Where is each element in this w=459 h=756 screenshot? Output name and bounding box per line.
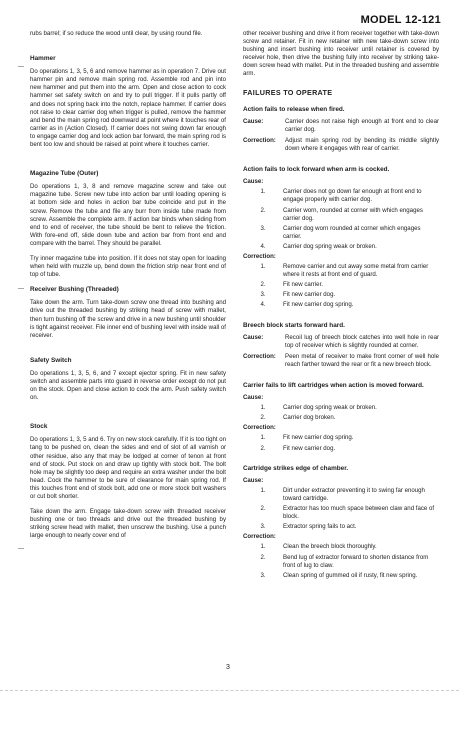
item-text: Dirt under extractor preventing it to swing far enough toward cartridge.: [283, 486, 425, 502]
item-text: Extractor spring fails to act.: [283, 523, 357, 531]
item-number: 3.: [260, 571, 266, 579]
cause-label: Cause:: [243, 333, 264, 341]
list-item: [243, 572, 439, 580]
list-item: [243, 188, 439, 204]
item-text: Carrier dog spring weak or broken.: [283, 404, 377, 412]
list-item: [243, 263, 439, 279]
stock-heading: Stock: [30, 423, 48, 431]
item-number: 3.: [260, 291, 266, 299]
item-number: 1.: [260, 543, 266, 551]
item-number: 2.: [260, 206, 266, 214]
item-number: 1.: [260, 263, 266, 271]
receiver-bushing-heading: Receiver Bushing (Threaded): [30, 286, 119, 294]
item-text: Fit new carrier dog.: [283, 291, 336, 299]
item-number: 3.: [260, 523, 266, 531]
list-item: [243, 554, 439, 570]
item-number: 2.: [260, 281, 266, 289]
item-number: 1.: [260, 434, 266, 442]
release-cause-row: [243, 118, 439, 134]
item-text: Fit new carrier dog spring.: [283, 301, 354, 309]
hammer-heading: Hammer: [30, 55, 56, 63]
right-column: [243, 30, 439, 582]
item-text: Fit new carrier dog.: [283, 444, 336, 452]
item-number: 1.: [260, 188, 266, 196]
item-text: Carrier dog spring weak or broken.: [283, 242, 377, 250]
chamber-failure-heading: Cartridge strikes edge of chamber.: [243, 464, 349, 472]
receiver-bushing-paragraph: Take down the arm. Turn take-down screw one thread into bushing and drive out the threaded bushing by striking head of screw with mallet, then turn bushing off the screw and drive in a new bushing until shoulder is tight against receiver. File inner end of bushing level with inside wall of receiver.: [30, 299, 226, 339]
stock-paragraph-2: Take down the arm. Engage take-down screw with threaded receiver bushing one or two threads and drive out the threaded bushing by striking screw head with mallet, then unscrew the bushing. Use a punch large enough to nearly cover end of: [30, 508, 226, 540]
list-item: [243, 243, 439, 251]
item-number: 1.: [260, 404, 266, 412]
list-item: [243, 225, 439, 241]
right-intro-paragraph: other receiver bushing and drive it from receiver together with take-down screw and retainer. Fit in new retainer with new take-down screw into bushing and insert bushing into receiver until retainer is covered by receiver hole, then drive the bushing fully into receiver by striking take-down screw head with mallet. Put in the threaded bushing and assemble arm.: [243, 30, 439, 78]
item-number: 2.: [260, 553, 266, 561]
cause-label: Cause:: [243, 178, 264, 186]
item-text: Carrier dog worn rounded at corner which engages carrier.: [283, 224, 421, 240]
cause-text: Carrier does not raise high enough at front end to clear carrier dog.: [285, 117, 439, 133]
cause-label: Cause:: [243, 476, 264, 484]
item-number: 4.: [260, 301, 266, 309]
list-item: [243, 505, 439, 521]
magazine-tube-paragraph-2: Try inner magazine tube into position. If it does not stay open for loading when held with muzzle up, bend down the friction strip near front end of top of tube.: [30, 254, 226, 279]
release-correction-row: [243, 137, 439, 153]
failures-heading: FAILURES TO OPERATE: [243, 87, 333, 97]
item-number: 2.: [260, 414, 266, 422]
item-number: 2.: [260, 505, 266, 513]
release-failure-heading: Action fails to release when fired.: [243, 105, 345, 113]
item-text: Extractor has too much space between claw and face of block.: [283, 505, 435, 521]
item-number: 1.: [260, 486, 266, 494]
list-item: [243, 207, 439, 223]
page-number: 3: [226, 664, 230, 671]
list-item: [243, 281, 439, 289]
item-text: Fit new carrier.: [283, 281, 323, 289]
breech-failure-heading: Breech block starts forward hard.: [243, 321, 345, 329]
cause-text: Recoil lug of breech block catches into well hole in rear top of receiver which is slightly rounded at corner.: [285, 333, 439, 349]
list-item: [243, 414, 439, 422]
list-item: [243, 301, 439, 309]
item-number: 4.: [260, 242, 266, 250]
list-item: [243, 445, 439, 453]
lift-failure-heading: Carrier fails to lift cartridges when action is moved forward.: [243, 382, 424, 389]
item-text: Fit new carrier dog spring.: [283, 434, 354, 442]
list-item: [243, 487, 439, 503]
safety-switch-paragraph: Do operations 1, 3, 5, 6, and 7 except ejector spring. Fit in new safety switch and assemble parts into guard in reverse order except do not put on the stock. Open and close action to cock the arm. Push safety switch on.: [30, 369, 226, 402]
list-item: [243, 434, 439, 442]
stock-paragraph: Do operations 1, 3, 5 and 6. Try on new stock carefully. If it is too tight on tang to be pushed on, clean the sides and end of slot of all varnish or other residue, also any that may be lodged at corner of tenon at front end of stock. Put stock on and draw up tightly with stock bolt. The bolt hole may be slightly too deep and require an extra washer under the bolt head. Cock the hammer to be sure of clearance for main spring rod. If this touches front end of stock bolt, add one or more stock bolt washers or cut bolt shorter.: [30, 436, 227, 501]
list-item: [243, 291, 439, 299]
correction-label: Correction:: [243, 424, 276, 432]
correction-text: Adjust main spring rod by bending its middle slightly down where it engages with rear of carrier.: [285, 136, 439, 153]
lock-failure-heading: Action fails to lock forward when arm is cocked.: [243, 166, 390, 174]
correction-label: Correction:: [243, 533, 276, 541]
list-item: [243, 404, 439, 412]
hammer-paragraph: Do operations 1, 3, 5, 6 and remove hammer as in operation 7. Drive out hammer pin and remove main spring rod. Assemble rod and pin into new hammer and put them into the arm. Open and close action to cock hammer set safety switch on and try to pull trigger. If it pulls partly off and does not spring back into the notch, replace hammer. If carrier does not raise to clear carrier dog when trigger is pulled, remove the hammer and bend the main spring rod downward at point where it touches rear of carrier as in (Action Closed). If carrier does not swing down far enough to engage carrier dog and lock action bar forward, the main spring rod is bent too low and should be raised at point where it touches carrier.: [30, 68, 226, 149]
item-text: Clean the breech block thoroughly.: [283, 543, 377, 551]
correction-label: Correction:: [243, 352, 276, 360]
correction-label: Correction:: [243, 252, 276, 260]
list-item: [243, 523, 439, 531]
model-number: MODEL 12-121: [360, 14, 441, 26]
magazine-tube-paragraph: Do operations 1, 3, 8 and remove magazine screw and take out magazine tube. Screw new tube into action bar until loading opening is at bottom side and holes in action bar tube coincide and put in the screw. Remove the tube and file any burr from inside tube made from screw. Assemble the complete arm. If action bar binds when sliding from end to end of receiver, the tube should be bent to relieve the friction. With fore-end off, slide down tube and action bar from front end and compare with the barrel. They should be parallel.: [30, 183, 226, 247]
item-text: Carrier does not go down far enough at front end to engage properly with carrier dog.: [283, 188, 422, 204]
magazine-tube-heading: Magazine Tube (Outer): [30, 170, 99, 178]
breech-cause-row: [243, 334, 439, 350]
left-intro-paragraph: rubs barrel; if so reduce the wood until clear, by using round file.: [30, 30, 203, 37]
left-column: [30, 30, 226, 548]
correction-label: Correction:: [243, 136, 276, 144]
correction-text: Peen metal of receiver to make front corner of well hole reach farther toward the rear or fit a new breech block.: [285, 352, 439, 368]
item-text: Clean spring of gummed oil if rusty, fit new spring.: [283, 571, 418, 579]
scan-edge-line: [0, 690, 459, 691]
breech-correction-row: [243, 353, 439, 369]
binder-mark: [18, 548, 24, 549]
item-text: Carrier dog broken.: [283, 414, 336, 422]
item-text: Bend lug of extractor forward to shorten distance from front of lug to claw.: [283, 553, 429, 569]
item-text: Carrier worn, rounded at corner with which engages carrier dog.: [283, 206, 423, 222]
cause-label: Cause:: [243, 117, 264, 125]
item-number: 3.: [260, 224, 266, 232]
binder-mark: [18, 288, 24, 289]
cause-label: Cause:: [243, 394, 264, 402]
item-number: 2.: [260, 444, 266, 452]
binder-mark: [18, 66, 24, 67]
list-item: [243, 543, 439, 551]
safety-switch-heading: Safety Switch: [30, 356, 72, 364]
item-text: Remove carrier and cut away some metal from carrier where it rests at front end of guard.: [283, 263, 429, 279]
